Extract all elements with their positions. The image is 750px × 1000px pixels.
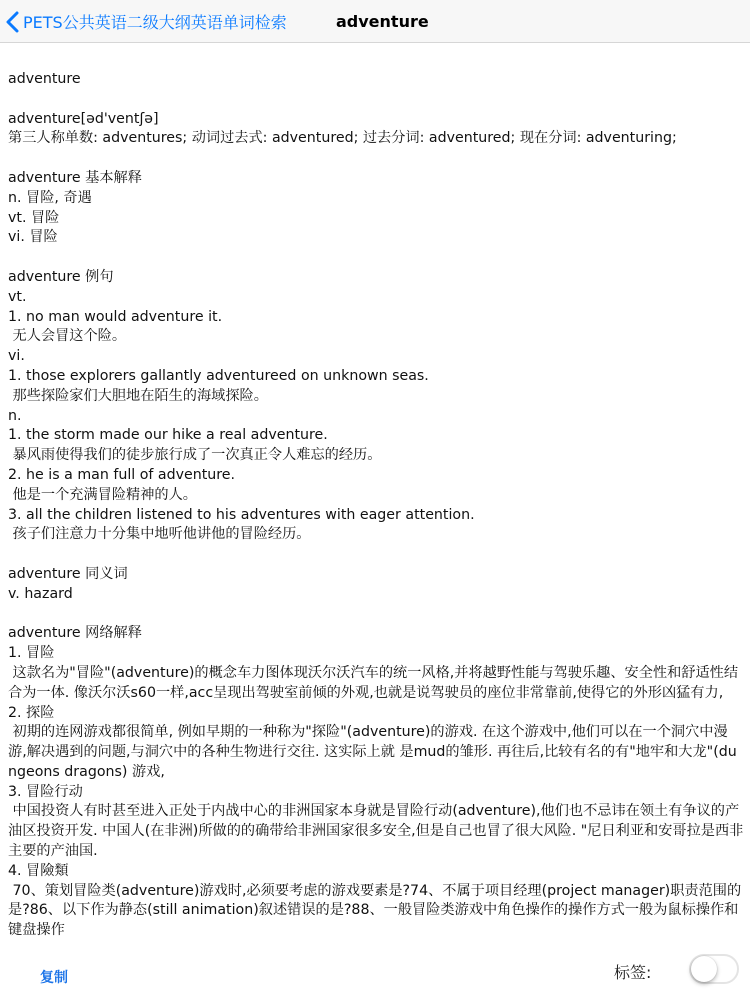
definition-content: [8, 70, 744, 958]
bottom-toolbar: [0, 950, 750, 1000]
tag-label: 标签:: [614, 963, 652, 982]
content-line: 3. 冒险行动: [8, 783, 83, 800]
back-button-label: PETS公共英语二级大纲英语单词检索: [23, 13, 287, 32]
content-line: 无人会冒这个险。: [8, 328, 127, 345]
content-line: 孩子们注意力十分集中地听他讲他的冒险经历。: [8, 526, 311, 543]
content-line: 这款名为"冒险"(adventure)的概念车力图体现沃尔沃汽车的统一风格,并将越野性能与驾驶乐趣、安全性和舒适性结合为一体. 像沃尔沃s60一样,acc呈现出驾驶室前倾的外观,也就是说驾驶员的座位非常靠前,使得它的外形凶猛有力,: [8, 664, 739, 701]
content-line: 1. no man would adventure it.: [8, 308, 223, 325]
content-line: 4. 冒險類: [8, 862, 69, 879]
content-line: [8, 149, 744, 169]
content-line: vi. 冒险: [8, 229, 58, 246]
content-line: vt.: [8, 288, 27, 305]
content-line: 3. all the children listened to his adventures with eager attention.: [8, 506, 475, 523]
tag-toggle[interactable]: [689, 954, 739, 984]
content-line: vt. 冒险: [8, 209, 60, 226]
content-line: adventure 例句: [8, 268, 114, 285]
content-line: n. 冒险, 奇遇: [8, 189, 92, 206]
content-line: 2. he is a man full of adventure.: [8, 466, 236, 483]
content-line: 第三人称单数: adventures; 动词过去式: adventured; 过去分词: adventured; 现在分词: adventuring;: [8, 130, 677, 147]
content-line: 1. the storm made our hike a real adventure.: [8, 427, 328, 444]
navigation-bar: [0, 0, 750, 43]
content-line: [8, 248, 744, 268]
chevron-left-icon: [6, 11, 19, 33]
copy-button[interactable]: 复制: [40, 970, 68, 986]
content-line: 初期的连网游戏都很简单, 例如早期的一种称为"探险"(adventure)的游戏. 在这个游戏中,他们可以在一个洞穴中漫游,解决遇到的问题,与洞穴中的各种生物进行交往. 这实际上就 是mud的雏形. 再往后,比较有名的有"地牢和大龙"(dungeons dragons) 游戏,: [8, 724, 737, 780]
content-line: [8, 605, 744, 625]
content-line: 1. 冒险: [8, 645, 55, 662]
toggle-knob: [691, 956, 717, 982]
content-line: vi.: [8, 348, 25, 365]
content-line: adventure 同义词: [8, 565, 128, 582]
content-line: 2. 探险: [8, 704, 55, 721]
content-line: adventure[əd'ventʃə]: [8, 110, 159, 127]
content-line: 那些探险家们大胆地在陌生的海域探险。: [8, 387, 268, 404]
back-button[interactable]: [6, 0, 287, 43]
content-line: v. hazard: [8, 585, 73, 602]
content-line: 他是一个充满冒险精神的人。: [8, 486, 197, 503]
page-title: adventure: [336, 12, 429, 31]
content-line: adventure 基本解释: [8, 169, 142, 186]
content-line: n.: [8, 407, 22, 424]
content-line: adventure 网络解释: [8, 625, 142, 642]
content-line: 中国投资人有时甚至进入正处于内战中心的非洲国家本身就是冒险行动(adventure),他们也不忌讳在领土有争议的产油区投资开发. 中国人(在非洲)所做的的确带给非洲国家很多安全,但是自己也冒了很大风险. "尼日利亚和安哥拉是西非主要的产油国.: [8, 803, 744, 860]
content-line: [8, 545, 744, 565]
content-line: 暴风雨使得我们的徒步旅行成了一次真正令人难忘的经历。: [8, 447, 382, 464]
content-line: adventure: [8, 71, 81, 87]
content-line: 70、策划冒险类(adventure)游戏时,必须要考虑的游戏要素是?74、不属于项目经理(project manager)职责范围的是?86、以下作为静态(still animation)叙述错误的是?88、一般冒险类游戏中角色操作的操作方式一般为鼠标操作和键盘操作: [8, 882, 742, 939]
content-line: [8, 90, 744, 110]
content-line: 1. those explorers gallantly adventureed on unknown seas.: [8, 367, 429, 384]
